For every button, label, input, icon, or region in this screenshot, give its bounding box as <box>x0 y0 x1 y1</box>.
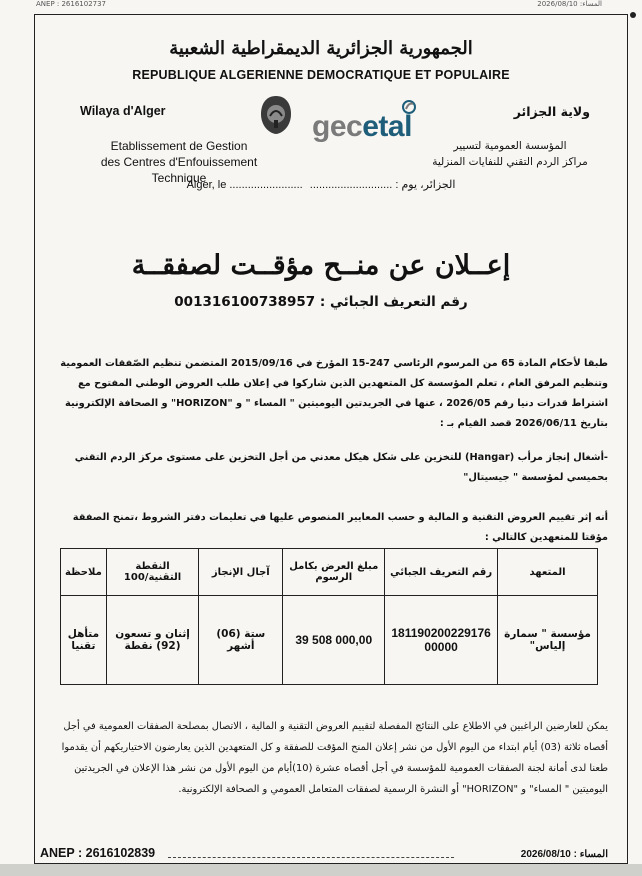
fiscal-id: رقم التعريف الجبائي : 001316100738957 <box>174 294 468 310</box>
header-remark: ملاحظة <box>61 549 107 596</box>
gecetal-logo <box>312 110 412 144</box>
date-ar: الجزائر، يوم : ........................... <box>309 179 456 191</box>
announcement-title: إعــلان عن منــح مؤقــت لصفقــة <box>131 250 511 281</box>
footer-anep: ANEP : 2616102839 <box>40 846 156 860</box>
header-amount: مبلغ العرض بكامل الرسوم <box>283 549 385 596</box>
footer-date-label: المساء : <box>573 849 608 860</box>
paragraph-works: -أشغال إنجاز مرأب (Hangar) للتخزين على شكل هيكل معدني من أجل التخزين على مستوى مركز الردم التقني بحميسي لمؤسسة " جيسيتال" <box>74 452 608 483</box>
header-fiscal-id: رقم التعريف الجبائي <box>385 549 498 596</box>
paragraph-appeal: يمكن للعارضين الراغبين في الاطلاع على النتائج المفصلة لتقييم العروض التقنية و المالية ، الاتصال بمصلحة الصفقات العمومية في أجل أقصاه ثلاثة (03) أيام ابتداء من اليوم الأول من نشر إعلان المنح المؤقت للصفقة و كل المتعهدين الذين يعارضون الاختياريكهم أن يقدموا طعنا لدى أمانة لجنة الصفقات العمومية للمؤسسة في أجل أقصاه عشرة (10)أيام من اليوم الأول من نشر هذا الإعلان في الجريدتين اليوميتين " المساء" و "HORIZON" أو النشرة الرسمية لصفقات المتعامل العمومي و الصحافة الإلكترونية. <box>61 721 608 795</box>
establishment-ar <box>420 138 600 170</box>
table-row <box>61 596 598 685</box>
cell-amount: 39 508 000,00 <box>283 596 385 685</box>
bottom-band <box>0 864 642 876</box>
top-strip-right: 2026/08/10 :المساء <box>537 0 602 8</box>
wilaya-ar: ولاية الجزائر <box>513 104 590 119</box>
footer-date-value: 2026/08/10 <box>520 849 571 860</box>
establishment-ar-line1: المؤسسة العمومية لتسيير <box>453 140 567 152</box>
paragraph-award: أنه إثر تقييم العروض التقنية و المالية و حسب المعايير المنصوص عليها في تعليمات دفتر الشروط ،تمنح الصفقة مؤقتا للمتعهدين كالتالي : <box>72 512 608 543</box>
footer-date <box>521 849 608 860</box>
top-strip <box>0 0 642 8</box>
date-line <box>0 178 642 191</box>
footer-divider <box>168 857 454 858</box>
top-strip-left: ANEP : 2616102737 <box>36 0 107 8</box>
header-deadline: آجال الإنجاز <box>199 549 283 596</box>
paragraph-legal-basis: طبقا لأحكام المادة 65 من المرسوم الرئاسي 247-15 المؤرخ في 2015/09/16 المتضمن تنظيم الصّفقات العمومية وتنظيم المرفق العام ، تعلم المؤسسة كل المتعهدين الذين شاركوا في إعلان طلب العروض الوطني المفتوح مع اشتراط قدرات دنيا رقم 2026/05 ، عنها في الجريدتين اليوميتين " المساء " و "HORIZON" و الصحافة الإلكترونية بتاريخ 2026/06/11 قصد القيام بـ : <box>60 358 608 429</box>
algeria-emblem-icon <box>258 94 294 136</box>
cell-technical-score: إثنان و تسعون (92) نقطة <box>106 596 198 685</box>
cell-remark: متأهل تقنيا <box>61 596 107 685</box>
date-fr: Alger, le ........................ <box>186 179 303 191</box>
cell-bidder: مؤسسة " سمارة إلياس" <box>498 596 598 685</box>
header-technical-score: النقطة التقنية/100 <box>106 549 198 596</box>
cell-deadline: ستة (06) أشهر <box>199 596 283 685</box>
wilaya-fr: Wilaya d'Alger <box>80 104 166 118</box>
establishment-fr-line1: Etablissement de Gestion <box>110 139 248 153</box>
establishment-fr-line2: des Centres d'Enfouissement Technique <box>100 155 258 185</box>
header-bidder: المتعهد <box>498 549 598 596</box>
award-table <box>60 548 598 685</box>
logo-part-etal: etal <box>362 110 412 143</box>
logo-part-gec: gec <box>312 110 363 143</box>
establishment-ar-line2: مراكز الردم التقني للنفايات المنزلية <box>432 156 588 168</box>
table-header-row <box>61 549 598 596</box>
republic-title-fr: REPUBLIQUE ALGERIENNE DEMOCRATIQUE ET POPULAIRE <box>132 68 510 82</box>
cell-fiscal-id: 181190200229176 00000 <box>385 596 498 685</box>
corner-mark <box>630 12 636 18</box>
republic-title-ar: الجمهورية الجزائرية الديمقراطية الشعبية <box>169 38 473 59</box>
